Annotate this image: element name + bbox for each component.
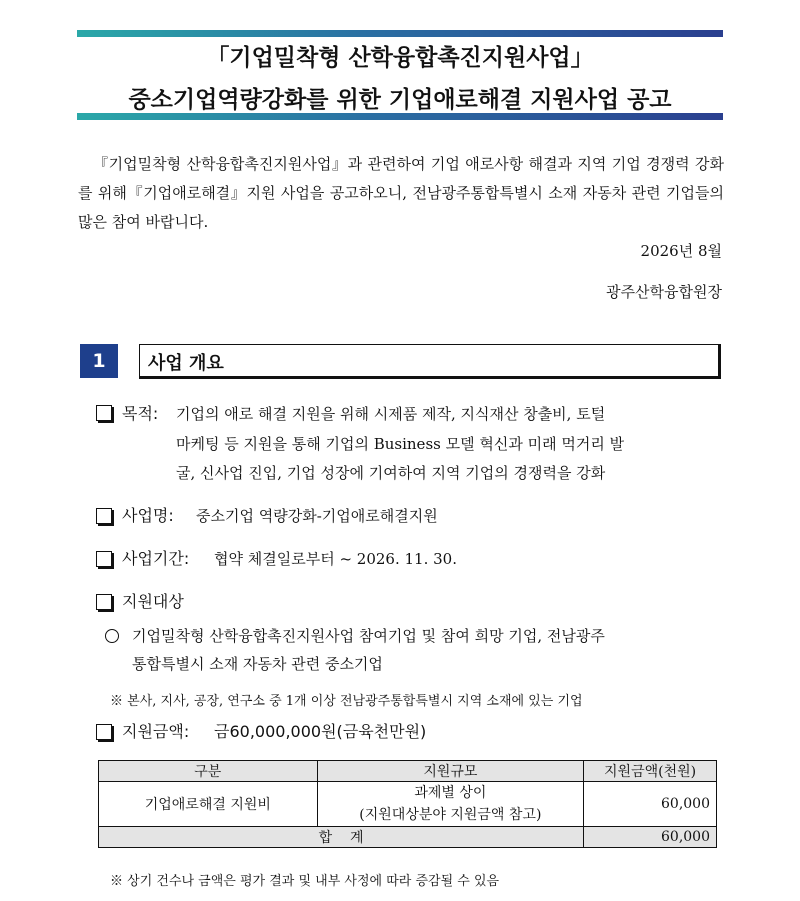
checkbox-icon: [96, 508, 112, 524]
support-amount-label: 지원금액:: [122, 722, 190, 741]
title-bottom-bar: [77, 113, 723, 120]
table-header-cell: 지원규모: [317, 761, 584, 782]
purpose-line: 마케팅 등 지원을 통해 기업의 Business 모델 혁신과 미래 먹거리 발: [176, 435, 625, 453]
support-target-label: 지원대상: [122, 592, 184, 611]
purpose-line: 기업의 애로 해결 지원을 위해 시제품 제작, 지식재산 창출비, 토털: [176, 405, 606, 423]
title-top-bar: [77, 30, 723, 37]
intro-paragraph: 『기업밀착형 산학융합촉진지원사업』과 관련하여 기업 애로사항 해결과 지역 기업 경쟁력 강화를 위해『기업애로해결』지원 사업을 공고하오니, 전남광주통합특별시 소재 자동차 관련 기업들의 많은 참여 바랍니다.: [78, 155, 724, 231]
support-amount-table: [98, 760, 717, 848]
section-title-box: [139, 344, 721, 379]
section-title: 사업 개요: [148, 353, 224, 374]
table-cell-scale: [317, 782, 584, 827]
table-sum-amount: 60,000: [584, 827, 717, 848]
purpose-label: 목적:: [122, 404, 159, 423]
table-row: [99, 782, 717, 827]
checkbox-icon: [96, 594, 112, 610]
table-header-row: [99, 761, 717, 782]
checkbox-icon: [96, 551, 112, 567]
issuer-name: 광주산학융합원장: [606, 283, 722, 301]
table-cell-scale-line2: (지원대상분야 지원금액 참고): [359, 807, 542, 823]
footnote: ※ 상기 건수나 금액은 평가 결과 및 내부 사정에 따라 증감될 수 있음: [110, 874, 500, 889]
project-period-value: 협약 체결일로부터 ~ 2026. 11. 30.: [214, 550, 457, 568]
table-cell-amount: 60,000: [584, 782, 717, 827]
table-sum-row: [99, 827, 717, 848]
table-cell-category: 기업애로해결 지원비: [99, 782, 318, 827]
circle-bullet-icon: [105, 629, 119, 643]
support-target-line: 통합특별시 소재 자동차 관련 중소기업: [132, 655, 383, 673]
project-period-label: 사업기간:: [122, 549, 190, 568]
table-header-cell: 구분: [99, 761, 318, 782]
support-amount-value: 금60,000,000원(금육천만원): [214, 722, 427, 741]
table-sum-label: 합 계: [99, 827, 584, 848]
purpose-line: 굴, 신사업 진입, 기업 성장에 기여하여 지역 기업의 경쟁력을 강화: [176, 464, 606, 482]
table-header-cell: 지원금액(천원): [584, 761, 717, 782]
announcement-date: 2026년 8월: [640, 242, 722, 260]
checkbox-icon: [96, 724, 112, 740]
intro-block: [78, 150, 724, 237]
checkbox-icon: [96, 405, 112, 421]
support-target-note: ※ 본사, 지사, 공장, 연구소 중 1개 이상 전남광주통합특별시 지역 소재에 있는 기업: [110, 694, 583, 709]
page-title-line1: 「기업밀착형 산학융합촉진지원사업」: [206, 45, 594, 71]
project-name-value: 중소기업 역량강화-기업애로해결지원: [196, 507, 438, 525]
project-name-label: 사업명:: [122, 506, 174, 525]
page-title-line2: 중소기업역량강화를 위한 기업애로해결 지원사업 공고: [128, 87, 672, 113]
section-number-badge: 1: [80, 344, 118, 378]
support-target-line: 기업밀착형 산학융합촉진지원사업 참여기업 및 참여 희망 기업, 전남광주: [132, 627, 605, 645]
table-cell-scale-line1: 과제별 상이: [414, 785, 487, 801]
